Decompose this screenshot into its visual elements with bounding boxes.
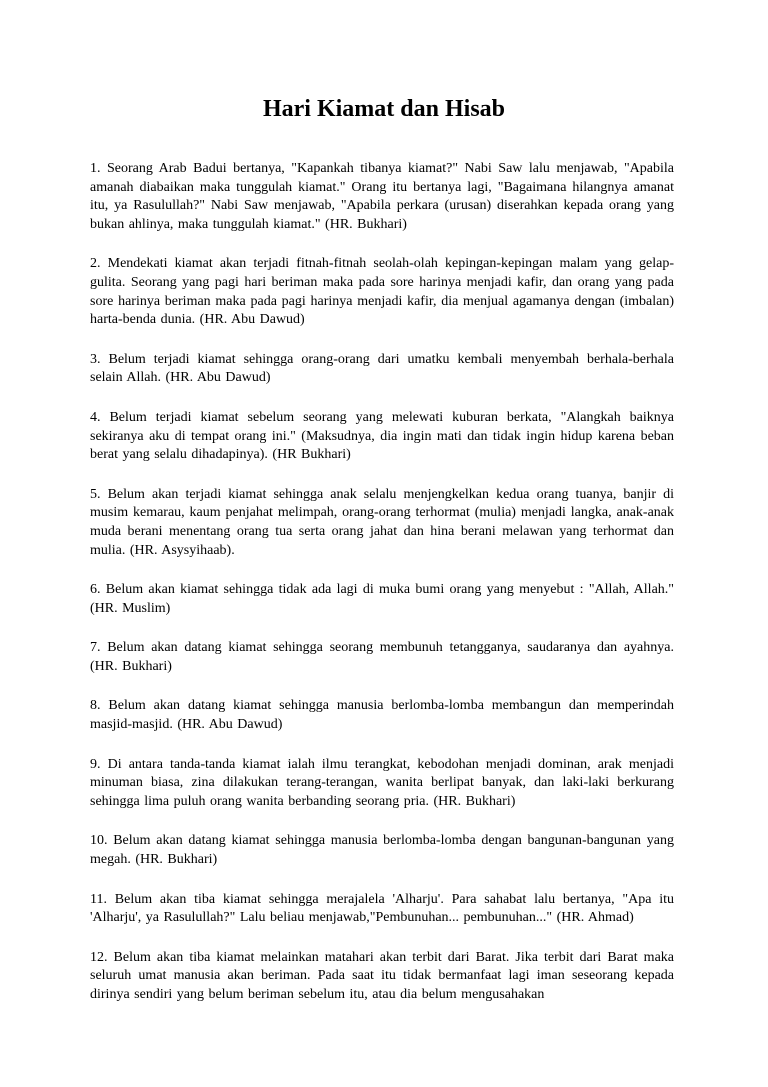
document-body — [90, 160, 674, 1026]
hadith-paragraph-5: 5. Belum akan terjadi kiamat sehingga anak selalu menjengkelkan kedua orang tuanya, banjir di musim kemarau, kaum penjahat melimpah, orang-orang terhormat (mulia) menjadi langka, anak-anak muda berani menentang orang tua serta orang jahat dan hina berani melawan yang terhormat dan mulia. (HR. Asysyihaab). — [90, 486, 674, 558]
hadith-paragraph-12: 12. Belum akan tiba kiamat melainkan matahari akan terbit dari Barat. Jika terbit dari Barat maka seluruh umat manusia akan beriman. Pada saat itu tidak bermanfaat lagi iman seseorang kepada dirinya sendiri yang belum beriman sebelum itu, atau dia belum mengusahakan — [90, 949, 674, 1002]
hadith-paragraph-3: 3. Belum terjadi kiamat sehingga orang-orang dari umatku kembali menyembah berhala-berhala selain Allah. (HR. Abu Dawud) — [90, 351, 674, 386]
hadith-paragraph-9: 9. Di antara tanda-tanda kiamat ialah ilmu terangkat, kebodohan menjadi dominan, arak menjadi minuman biasa, zina dilakukan terang-terangan, wanita berlipat banyak, dan laki-laki berkurang sehingga lima puluh orang wanita berbanding seorang pria. (HR. Bukhari) — [90, 756, 674, 809]
hadith-paragraph-4: 4. Belum terjadi kiamat sebelum seorang yang melewati kuburan berkata, "Alangkah baiknya sekiranya aku di tempat orang ini." (Maksudnya, dia ingin mati dan tidak ingin hidup karena beban berat yang selalu dihadapinya). (HR Bukhari) — [90, 409, 674, 463]
hadith-paragraph-10: 10. Belum akan datang kiamat sehingga manusia berlomba-lomba dengan bangunan-bangunan yang megah. (HR. Bukhari) — [90, 833, 674, 868]
hadith-paragraph-1: 1. Seorang Arab Badui bertanya, "Kapankah tibanya kiamat?" Nabi Saw lalu menjawab, "Apabila amanah diabaikan maka tunggulah kiamat." Orang itu bertanya lagi, "Bagaimana hilangnya amanat itu, ya Rasulullah?" Nabi Saw menjawab, "Apabila perkara (urusan) diserahkan kepada orang yang bukan ahlinya, maka tunggulah kiamat." (HR. Bukhari) — [90, 161, 674, 232]
hadith-paragraph-8: 8. Belum akan datang kiamat sehingga manusia berlomba-lomba membangun dan memperindah masjid-masjid. (HR. Abu Dawud) — [90, 698, 674, 733]
hadith-paragraph-2: 2. Mendekati kiamat akan terjadi fitnah-fitnah seolah-olah kepingan-kepingan malam yang gelap-gulita. Seorang yang pagi hari beriman maka pada sore harinya menjadi kafir, dan orang yang pada sore harinya beriman maka pada pagi harinya menjadi kafir, dia menjual agamanya dengan (imbalan) harta-benda dunia. (HR. Abu Dawud) — [90, 256, 674, 328]
hadith-paragraph-7: 7. Belum akan datang kiamat sehingga seorang membunuh tetangganya, saudaranya dan ayahnya. (HR. Bukhari) — [90, 640, 674, 674]
page-title: Hari Kiamat dan Hisab — [262, 96, 506, 122]
hadith-paragraph-6: 6. Belum akan kiamat sehingga tidak ada lagi di muka bumi orang yang menyebut : "Allah, Allah." (HR. Muslim) — [90, 582, 674, 616]
hadith-paragraph-11: 11. Belum akan tiba kiamat sehingga merajalela 'Alharju'. Para sahabat lalu bertanya, "Apa itu 'Alharju', ya Rasulullah?" Lalu beliau menjawab,"Pembunuhan... pembunuhan..." (HR. Ahmad) — [90, 891, 674, 926]
